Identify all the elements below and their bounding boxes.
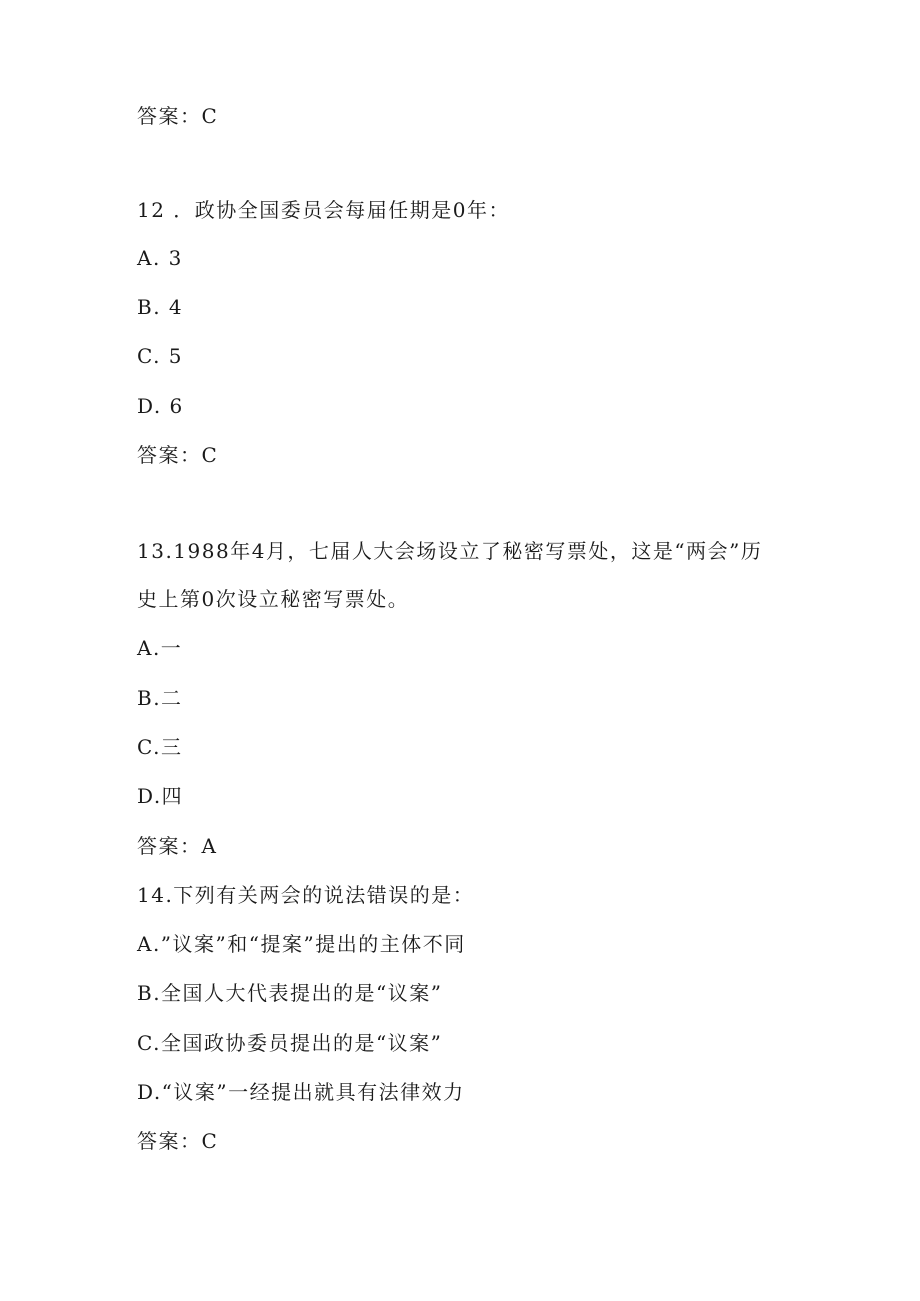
- option-a: A.一: [137, 636, 183, 660]
- option-a: A.”议案”和“提案”提出的主体不同: [137, 932, 466, 956]
- question-stem-13-line-1: 13.1988年4月，七届人大会场设立了秘密写票处，这是“两会”历: [137, 539, 763, 563]
- option-d: D. 6: [137, 394, 184, 418]
- question-stem-12: 12 ．政协全国委员会每届任期是0年：: [137, 198, 511, 222]
- question-stem-13-line-2: 史上第0次设立秘密写票处。: [137, 587, 410, 611]
- option-d: D.四: [137, 784, 184, 808]
- option-b: B. 4: [137, 295, 184, 319]
- answer-line: 答案：C: [137, 443, 219, 467]
- option-a: A. 3: [137, 246, 183, 270]
- question-stem-14: 14.下列有关两会的说法错误的是：: [137, 883, 475, 907]
- option-c: C. 5: [137, 344, 184, 368]
- answer-line: 答案：C: [137, 1129, 219, 1153]
- answer-line: 答案：C: [137, 104, 219, 128]
- option-d: D.“议案”一经提出就具有法律效力: [137, 1080, 465, 1104]
- option-c: C.全国政协委员提出的是“议案”: [137, 1031, 443, 1055]
- option-c: C.三: [137, 735, 183, 759]
- answer-line: 答案：A: [137, 834, 218, 858]
- option-b: B.二: [137, 686, 183, 710]
- option-b: B.全国人大代表提出的是“议案”: [137, 981, 443, 1005]
